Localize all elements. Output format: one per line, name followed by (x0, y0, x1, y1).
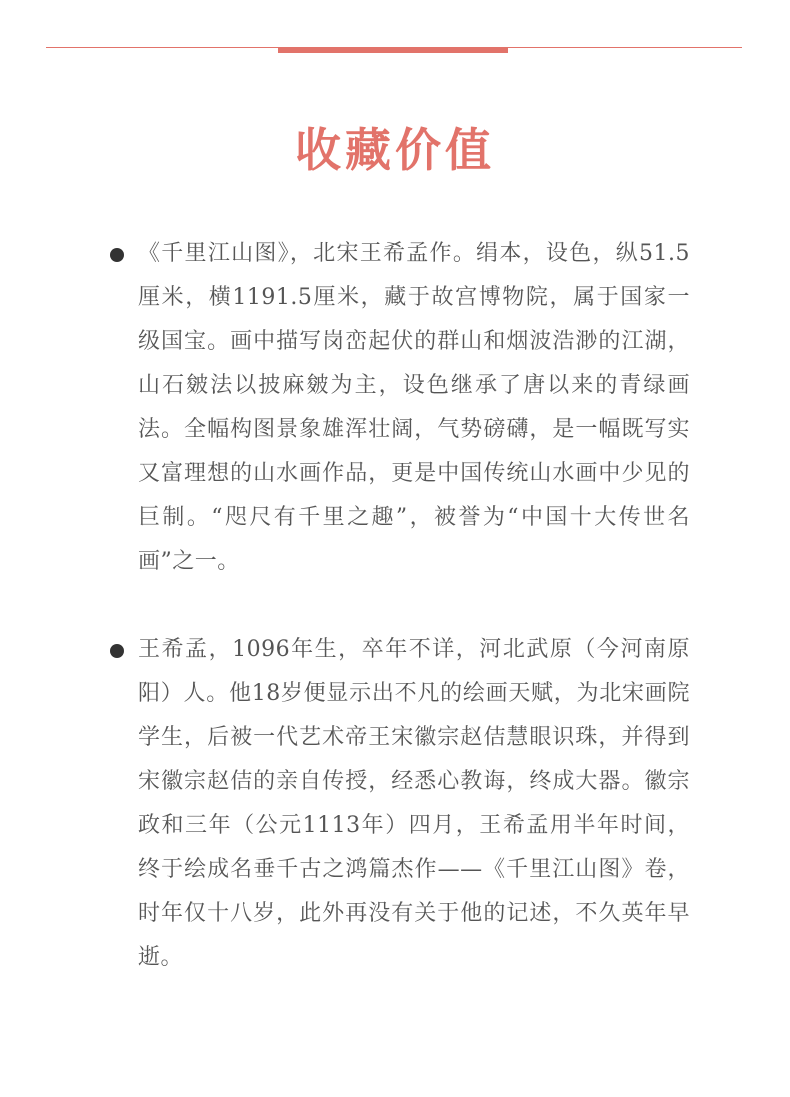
paragraph-painting-description: 《千里江山图》，北宋王希孟作。绢本，设色，纵51.5厘米，横1191.5厘米，藏于故宫博物院，属于国家一级国宝。画中描写岗峦起伏的群山和烟波浩渺的江湖，山石皴法以披麻皴为主，设色继承了唐以来的青绿画法。全幅构图景象雄浑壮阔，气势磅礴，是一幅既写实又富理想的山水画作品，更是中国传统山水画中少见的巨制。“咫尺有千里之趣”，被誉为“中国十大传世名画”之一。 (138, 241, 690, 574)
list-item (106, 232, 706, 584)
page-title: 收藏价值 (295, 123, 495, 177)
header-accent-bar (278, 47, 508, 53)
list-item (106, 628, 706, 980)
paragraph-artist-biography: 王希孟，1096年生，卒年不详，河北武原（今河南原阳）人。他18岁便显示出不凡的绘画天赋，为北宋画院学生，后被一代艺术帝王宋徽宗赵佶慧眼识珠，并得到宋徽宗赵佶的亲自传授，经悉心教诲，终成大器。徽宗政和三年（公元1113年）四月，王希孟用半年时间，终于绘成名垂千古之鸿篇杰作——《千里江山图》卷，时年仅十八岁，此外再没有关于他的记述，不久英年早逝。 (138, 637, 690, 970)
bullet-dot-icon (110, 644, 124, 658)
bullet-dot-icon (110, 248, 124, 262)
